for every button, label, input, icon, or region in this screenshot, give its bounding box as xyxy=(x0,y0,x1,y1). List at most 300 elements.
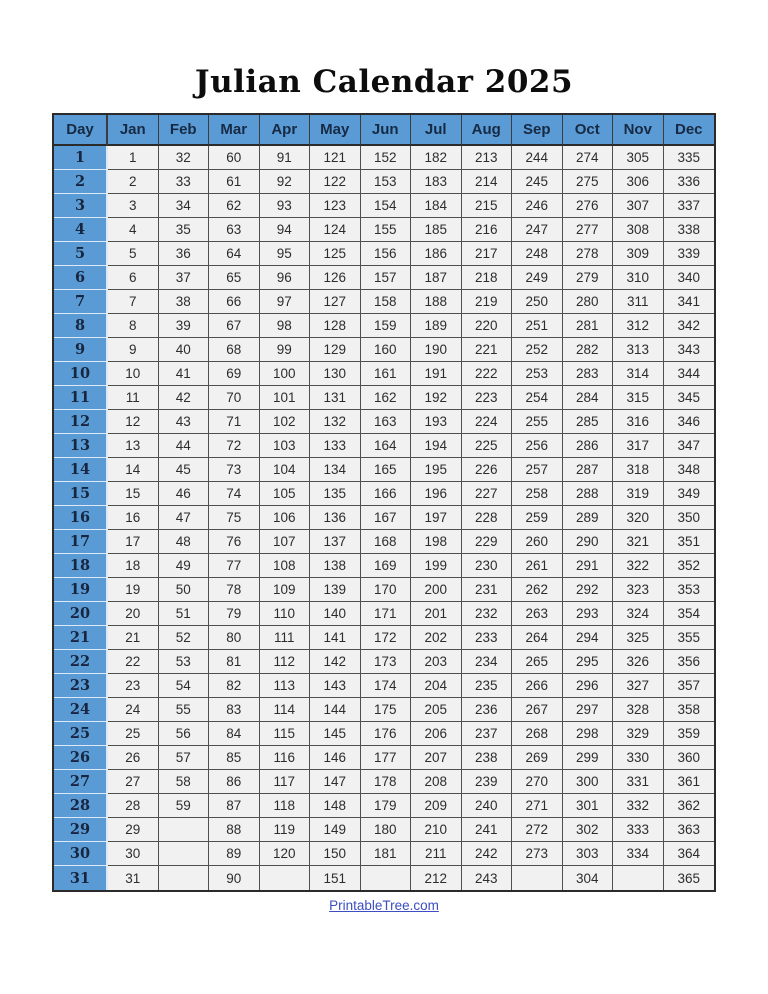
julian-day-cell: 281 xyxy=(563,314,614,338)
julian-day-cell: 219 xyxy=(462,290,513,314)
julian-day-cell: 33 xyxy=(159,170,210,194)
julian-day-cell: 13 xyxy=(108,434,159,458)
day-label: 11 xyxy=(54,386,108,410)
julian-day-cell: 73 xyxy=(209,458,260,482)
julian-day-cell xyxy=(260,866,311,890)
table-row xyxy=(54,290,714,314)
julian-day-cell: 240 xyxy=(462,794,513,818)
table-row xyxy=(54,722,714,746)
julian-day-cell: 327 xyxy=(613,674,664,698)
table-row xyxy=(54,482,714,506)
julian-day-cell: 96 xyxy=(260,266,311,290)
julian-day-cell: 8 xyxy=(108,314,159,338)
julian-day-cell: 278 xyxy=(563,242,614,266)
julian-day-cell: 314 xyxy=(613,362,664,386)
julian-day-cell: 286 xyxy=(563,434,614,458)
julian-day-cell: 284 xyxy=(563,386,614,410)
julian-day-cell: 127 xyxy=(310,290,361,314)
julian-day-cell: 266 xyxy=(512,674,563,698)
table-row xyxy=(54,434,714,458)
julian-day-cell: 342 xyxy=(664,314,715,338)
julian-day-cell: 70 xyxy=(209,386,260,410)
julian-day-cell: 350 xyxy=(664,506,715,530)
julian-day-cell: 153 xyxy=(361,170,412,194)
julian-day-cell: 25 xyxy=(108,722,159,746)
julian-day-cell: 242 xyxy=(462,842,513,866)
day-label: 28 xyxy=(54,794,108,818)
julian-day-cell: 293 xyxy=(563,602,614,626)
julian-day-cell: 344 xyxy=(664,362,715,386)
julian-day-cell: 215 xyxy=(462,194,513,218)
julian-day-cell: 272 xyxy=(512,818,563,842)
julian-day-cell: 282 xyxy=(563,338,614,362)
julian-day-cell: 58 xyxy=(159,770,210,794)
julian-day-cell: 246 xyxy=(512,194,563,218)
julian-day-cell: 36 xyxy=(159,242,210,266)
julian-day-cell xyxy=(613,866,664,890)
julian-day-cell: 59 xyxy=(159,794,210,818)
julian-day-cell: 245 xyxy=(512,170,563,194)
julian-day-cell: 10 xyxy=(108,362,159,386)
julian-day-cell: 141 xyxy=(310,626,361,650)
julian-day-cell: 216 xyxy=(462,218,513,242)
julian-day-cell: 107 xyxy=(260,530,311,554)
julian-day-cell: 333 xyxy=(613,818,664,842)
day-label: 30 xyxy=(54,842,108,866)
julian-day-cell: 171 xyxy=(361,602,412,626)
julian-day-cell: 37 xyxy=(159,266,210,290)
julian-day-cell: 195 xyxy=(411,458,462,482)
day-label: 21 xyxy=(54,626,108,650)
table-row xyxy=(54,386,714,410)
julian-day-cell: 225 xyxy=(462,434,513,458)
julian-day-cell: 12 xyxy=(108,410,159,434)
julian-calendar-table xyxy=(54,115,714,890)
julian-day-cell: 236 xyxy=(462,698,513,722)
julian-day-cell: 347 xyxy=(664,434,715,458)
julian-day-cell: 119 xyxy=(260,818,311,842)
julian-day-cell: 124 xyxy=(310,218,361,242)
julian-day-cell: 34 xyxy=(159,194,210,218)
julian-day-cell: 259 xyxy=(512,506,563,530)
julian-day-cell: 91 xyxy=(260,146,311,170)
julian-day-cell: 235 xyxy=(462,674,513,698)
julian-day-cell: 164 xyxy=(361,434,412,458)
julian-day-cell: 167 xyxy=(361,506,412,530)
julian-day-cell: 326 xyxy=(613,650,664,674)
julian-day-cell: 196 xyxy=(411,482,462,506)
julian-day-cell: 128 xyxy=(310,314,361,338)
day-label: 3 xyxy=(54,194,108,218)
julian-day-cell: 345 xyxy=(664,386,715,410)
julian-day-cell: 318 xyxy=(613,458,664,482)
julian-day-cell: 231 xyxy=(462,578,513,602)
julian-day-cell: 296 xyxy=(563,674,614,698)
julian-day-cell: 197 xyxy=(411,506,462,530)
table-row xyxy=(54,818,714,842)
julian-day-cell: 200 xyxy=(411,578,462,602)
column-header-oct: Oct xyxy=(563,115,614,146)
julian-day-cell: 279 xyxy=(563,266,614,290)
day-label: 31 xyxy=(54,866,108,890)
julian-day-cell: 5 xyxy=(108,242,159,266)
table-row xyxy=(54,410,714,434)
julian-day-cell: 160 xyxy=(361,338,412,362)
table-row xyxy=(54,266,714,290)
julian-day-cell: 29 xyxy=(108,818,159,842)
julian-day-cell: 17 xyxy=(108,530,159,554)
julian-day-cell: 228 xyxy=(462,506,513,530)
table-row xyxy=(54,506,714,530)
julian-day-cell: 248 xyxy=(512,242,563,266)
julian-day-cell: 20 xyxy=(108,602,159,626)
julian-day-cell: 291 xyxy=(563,554,614,578)
julian-day-cell: 300 xyxy=(563,770,614,794)
day-label: 20 xyxy=(54,602,108,626)
julian-day-cell: 260 xyxy=(512,530,563,554)
julian-day-cell: 138 xyxy=(310,554,361,578)
julian-day-cell: 283 xyxy=(563,362,614,386)
table-row xyxy=(54,698,714,722)
julian-day-cell: 45 xyxy=(159,458,210,482)
day-label: 24 xyxy=(54,698,108,722)
julian-day-cell: 343 xyxy=(664,338,715,362)
julian-day-cell: 162 xyxy=(361,386,412,410)
julian-day-cell: 158 xyxy=(361,290,412,314)
table-row xyxy=(54,746,714,770)
julian-day-cell: 268 xyxy=(512,722,563,746)
printabletree-link[interactable]: PrintableTree.com xyxy=(329,898,439,913)
julian-day-cell: 194 xyxy=(411,434,462,458)
julian-day-cell: 81 xyxy=(209,650,260,674)
julian-day-cell: 249 xyxy=(512,266,563,290)
julian-day-cell: 325 xyxy=(613,626,664,650)
day-label: 17 xyxy=(54,530,108,554)
day-label: 1 xyxy=(54,146,108,170)
day-label: 10 xyxy=(54,362,108,386)
julian-day-cell: 335 xyxy=(664,146,715,170)
julian-day-cell: 166 xyxy=(361,482,412,506)
julian-day-cell: 264 xyxy=(512,626,563,650)
julian-day-cell: 67 xyxy=(209,314,260,338)
julian-day-cell: 243 xyxy=(462,866,513,890)
julian-day-cell: 129 xyxy=(310,338,361,362)
julian-day-cell: 69 xyxy=(209,362,260,386)
julian-day-cell: 226 xyxy=(462,458,513,482)
julian-day-cell: 121 xyxy=(310,146,361,170)
julian-day-cell: 115 xyxy=(260,722,311,746)
julian-day-cell: 133 xyxy=(310,434,361,458)
julian-day-cell: 142 xyxy=(310,650,361,674)
julian-day-cell: 174 xyxy=(361,674,412,698)
header-row xyxy=(54,115,714,146)
julian-day-cell: 210 xyxy=(411,818,462,842)
table-row xyxy=(54,194,714,218)
julian-day-cell: 93 xyxy=(260,194,311,218)
table-row xyxy=(54,362,714,386)
julian-day-cell: 361 xyxy=(664,770,715,794)
julian-day-cell: 161 xyxy=(361,362,412,386)
julian-day-cell: 80 xyxy=(209,626,260,650)
julian-day-cell: 79 xyxy=(209,602,260,626)
julian-day-cell: 35 xyxy=(159,218,210,242)
julian-day-cell: 273 xyxy=(512,842,563,866)
julian-day-cell: 43 xyxy=(159,410,210,434)
table-row xyxy=(54,530,714,554)
julian-day-cell: 204 xyxy=(411,674,462,698)
julian-day-cell: 26 xyxy=(108,746,159,770)
julian-day-cell: 3 xyxy=(108,194,159,218)
julian-day-cell: 27 xyxy=(108,770,159,794)
table-row xyxy=(54,866,714,890)
julian-day-cell: 32 xyxy=(159,146,210,170)
table-row xyxy=(54,794,714,818)
column-header-jan: Jan xyxy=(108,115,159,146)
julian-day-cell: 40 xyxy=(159,338,210,362)
day-label: 23 xyxy=(54,674,108,698)
day-label: 26 xyxy=(54,746,108,770)
table-row xyxy=(54,314,714,338)
julian-day-cell: 155 xyxy=(361,218,412,242)
julian-day-cell: 363 xyxy=(664,818,715,842)
julian-day-cell: 218 xyxy=(462,266,513,290)
julian-day-cell: 152 xyxy=(361,146,412,170)
table-row xyxy=(54,770,714,794)
julian-day-cell: 109 xyxy=(260,578,311,602)
julian-day-cell: 60 xyxy=(209,146,260,170)
julian-day-cell: 212 xyxy=(411,866,462,890)
julian-day-cell: 316 xyxy=(613,410,664,434)
day-label: 2 xyxy=(54,170,108,194)
julian-day-cell: 87 xyxy=(209,794,260,818)
julian-day-cell: 306 xyxy=(613,170,664,194)
julian-day-cell: 89 xyxy=(209,842,260,866)
julian-day-cell: 237 xyxy=(462,722,513,746)
julian-day-cell: 76 xyxy=(209,530,260,554)
julian-day-cell: 118 xyxy=(260,794,311,818)
julian-day-cell: 66 xyxy=(209,290,260,314)
julian-day-cell: 256 xyxy=(512,434,563,458)
julian-day-cell: 233 xyxy=(462,626,513,650)
julian-day-cell: 170 xyxy=(361,578,412,602)
julian-day-cell: 104 xyxy=(260,458,311,482)
julian-day-cell: 193 xyxy=(411,410,462,434)
julian-day-cell: 206 xyxy=(411,722,462,746)
julian-calendar-page xyxy=(0,64,768,994)
julian-day-cell: 63 xyxy=(209,218,260,242)
julian-day-cell: 275 xyxy=(563,170,614,194)
julian-day-cell: 165 xyxy=(361,458,412,482)
julian-day-cell: 255 xyxy=(512,410,563,434)
table-row xyxy=(54,626,714,650)
column-header-nov: Nov xyxy=(613,115,664,146)
julian-day-cell: 175 xyxy=(361,698,412,722)
julian-day-cell: 308 xyxy=(613,218,664,242)
julian-day-cell: 53 xyxy=(159,650,210,674)
column-header-dec: Dec xyxy=(664,115,715,146)
julian-day-cell: 209 xyxy=(411,794,462,818)
julian-day-cell: 50 xyxy=(159,578,210,602)
julian-day-cell: 183 xyxy=(411,170,462,194)
julian-day-cell: 261 xyxy=(512,554,563,578)
julian-day-cell: 354 xyxy=(664,602,715,626)
julian-day-cell: 319 xyxy=(613,482,664,506)
julian-day-cell: 277 xyxy=(563,218,614,242)
julian-day-cell: 145 xyxy=(310,722,361,746)
page-title: Julian Calendar 2025 xyxy=(194,64,574,100)
table-row xyxy=(54,842,714,866)
julian-day-cell: 297 xyxy=(563,698,614,722)
julian-day-cell: 324 xyxy=(613,602,664,626)
table-row xyxy=(54,554,714,578)
julian-day-cell: 234 xyxy=(462,650,513,674)
julian-day-cell: 38 xyxy=(159,290,210,314)
julian-day-cell: 317 xyxy=(613,434,664,458)
julian-day-cell: 349 xyxy=(664,482,715,506)
julian-day-cell: 137 xyxy=(310,530,361,554)
julian-day-cell: 47 xyxy=(159,506,210,530)
julian-day-cell: 199 xyxy=(411,554,462,578)
julian-day-cell: 125 xyxy=(310,242,361,266)
julian-day-cell: 105 xyxy=(260,482,311,506)
julian-day-cell: 267 xyxy=(512,698,563,722)
julian-day-cell: 322 xyxy=(613,554,664,578)
day-label: 7 xyxy=(54,290,108,314)
julian-day-cell: 18 xyxy=(108,554,159,578)
julian-day-cell: 16 xyxy=(108,506,159,530)
julian-day-cell: 269 xyxy=(512,746,563,770)
julian-day-cell: 42 xyxy=(159,386,210,410)
julian-day-cell: 353 xyxy=(664,578,715,602)
day-label: 29 xyxy=(54,818,108,842)
julian-day-cell xyxy=(512,866,563,890)
julian-day-cell: 68 xyxy=(209,338,260,362)
julian-day-cell: 346 xyxy=(664,410,715,434)
julian-day-cell: 241 xyxy=(462,818,513,842)
day-label: 12 xyxy=(54,410,108,434)
julian-day-cell: 55 xyxy=(159,698,210,722)
julian-day-cell: 110 xyxy=(260,602,311,626)
julian-day-cell: 139 xyxy=(310,578,361,602)
day-label: 6 xyxy=(54,266,108,290)
julian-day-cell: 86 xyxy=(209,770,260,794)
julian-day-cell: 288 xyxy=(563,482,614,506)
julian-day-cell: 176 xyxy=(361,722,412,746)
julian-day-cell: 285 xyxy=(563,410,614,434)
julian-day-cell xyxy=(159,866,210,890)
julian-day-cell: 143 xyxy=(310,674,361,698)
table-row xyxy=(54,242,714,266)
julian-day-cell: 24 xyxy=(108,698,159,722)
table-row xyxy=(54,218,714,242)
julian-day-cell xyxy=(361,866,412,890)
julian-day-cell: 6 xyxy=(108,266,159,290)
julian-day-cell: 359 xyxy=(664,722,715,746)
julian-day-cell: 7 xyxy=(108,290,159,314)
julian-day-cell: 254 xyxy=(512,386,563,410)
julian-day-cell: 298 xyxy=(563,722,614,746)
julian-day-cell: 46 xyxy=(159,482,210,506)
table-row xyxy=(54,338,714,362)
julian-day-cell: 154 xyxy=(361,194,412,218)
column-header-jul: Jul xyxy=(411,115,462,146)
julian-day-cell: 163 xyxy=(361,410,412,434)
julian-day-cell: 48 xyxy=(159,530,210,554)
julian-day-cell: 311 xyxy=(613,290,664,314)
julian-day-cell: 191 xyxy=(411,362,462,386)
julian-day-cell: 77 xyxy=(209,554,260,578)
julian-day-cell: 39 xyxy=(159,314,210,338)
julian-day-cell: 232 xyxy=(462,602,513,626)
julian-day-cell: 211 xyxy=(411,842,462,866)
julian-day-cell: 11 xyxy=(108,386,159,410)
julian-day-cell: 292 xyxy=(563,578,614,602)
julian-day-cell: 187 xyxy=(411,266,462,290)
julian-day-cell: 280 xyxy=(563,290,614,314)
julian-day-cell: 207 xyxy=(411,746,462,770)
julian-day-cell: 103 xyxy=(260,434,311,458)
table-row xyxy=(54,602,714,626)
julian-day-cell: 217 xyxy=(462,242,513,266)
julian-day-cell: 44 xyxy=(159,434,210,458)
julian-day-cell: 2 xyxy=(108,170,159,194)
julian-day-cell: 92 xyxy=(260,170,311,194)
julian-day-cell: 185 xyxy=(411,218,462,242)
day-label: 16 xyxy=(54,506,108,530)
julian-day-cell: 98 xyxy=(260,314,311,338)
julian-day-cell: 173 xyxy=(361,650,412,674)
julian-day-cell: 102 xyxy=(260,410,311,434)
calendar-table-border xyxy=(52,113,716,892)
julian-day-cell: 140 xyxy=(310,602,361,626)
day-label: 13 xyxy=(54,434,108,458)
julian-day-cell: 202 xyxy=(411,626,462,650)
julian-day-cell: 132 xyxy=(310,410,361,434)
column-header-jun: Jun xyxy=(361,115,412,146)
julian-day-cell: 135 xyxy=(310,482,361,506)
julian-day-cell: 61 xyxy=(209,170,260,194)
column-header-may: May xyxy=(310,115,361,146)
julian-day-cell: 301 xyxy=(563,794,614,818)
julian-day-cell: 75 xyxy=(209,506,260,530)
julian-day-cell: 52 xyxy=(159,626,210,650)
julian-day-cell: 329 xyxy=(613,722,664,746)
julian-day-cell: 332 xyxy=(613,794,664,818)
table-row xyxy=(54,458,714,482)
julian-day-cell: 229 xyxy=(462,530,513,554)
julian-day-cell: 262 xyxy=(512,578,563,602)
julian-day-cell: 90 xyxy=(209,866,260,890)
julian-day-cell: 54 xyxy=(159,674,210,698)
julian-day-cell: 257 xyxy=(512,458,563,482)
column-header-day: Day xyxy=(54,115,108,146)
table-row xyxy=(54,650,714,674)
julian-day-cell: 223 xyxy=(462,386,513,410)
julian-day-cell: 238 xyxy=(462,746,513,770)
julian-day-cell: 251 xyxy=(512,314,563,338)
julian-day-cell: 239 xyxy=(462,770,513,794)
table-row xyxy=(54,146,714,170)
julian-day-cell: 205 xyxy=(411,698,462,722)
julian-day-cell: 56 xyxy=(159,722,210,746)
day-label: 25 xyxy=(54,722,108,746)
julian-day-cell: 190 xyxy=(411,338,462,362)
julian-day-cell: 157 xyxy=(361,266,412,290)
julian-day-cell: 310 xyxy=(613,266,664,290)
julian-day-cell: 222 xyxy=(462,362,513,386)
julian-day-cell: 122 xyxy=(310,170,361,194)
day-label: 27 xyxy=(54,770,108,794)
